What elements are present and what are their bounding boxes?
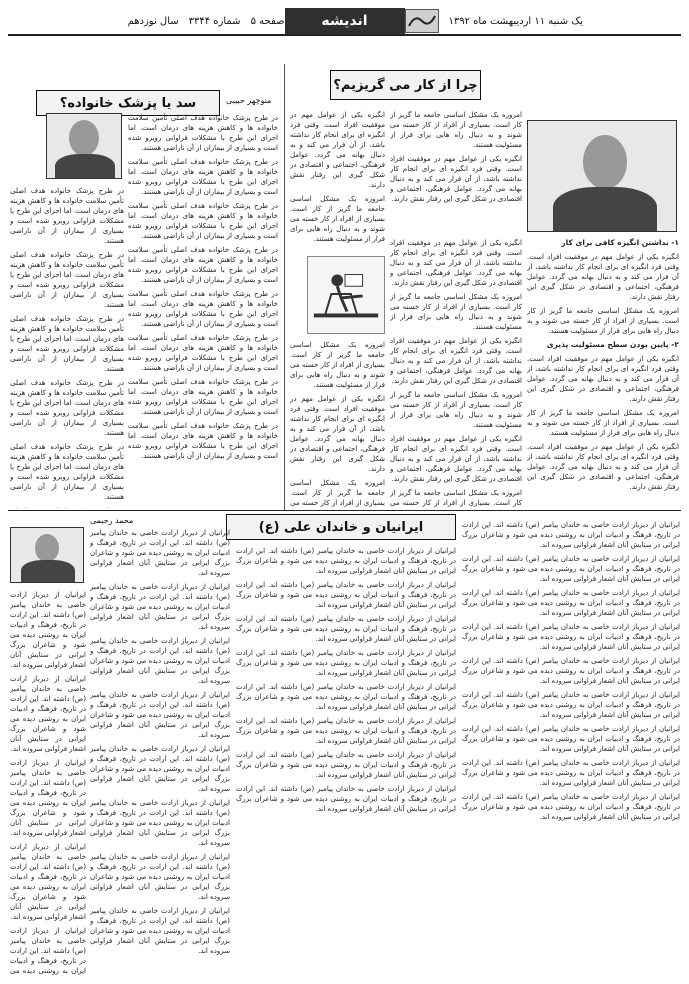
section-title: اندیشه [285, 8, 405, 34]
page-number: صفحه ۵ [250, 15, 285, 27]
relaxing-reader-illustration [307, 256, 385, 334]
masthead-right [405, 9, 682, 33]
article-lead-right: امروزه یک مشکل اساسی جامعه ما گریز از کار است. بسیاری از افراد از کار خسته می شوند و به دنبال راه هایی برای فرار از مسئولیت هستند. انگیزه یکی از عوامل مهم در موفقیت افراد است. وقتی فرد انگیزه ای برای انجام کار نداشته باشد، از آن فرار می کند و به دنبال بهانه می گردد. عوامل فرهنگی، اجتماعی و اقتصادی در شکل گیری این رفتار نقش دارند. [390, 111, 522, 203]
subhead-responsibility: ۲- پایین بودن سطح مسئولیت پذیری [546, 340, 679, 349]
newspaper-logo [405, 9, 439, 33]
article-author-bottom: محمد رحیمی [90, 516, 134, 525]
masthead-left [8, 16, 285, 27]
article-author-left: منوچهر حبیبی [226, 96, 272, 105]
issue-date: یک شنبه ۱۱ اردیبهشت ماه ۱۳۹۲ [448, 15, 583, 27]
author-photo-left [46, 113, 122, 179]
article-body-bottom-col4: ایرانیان از دیرباز ارادت خاصی به خاندان پیامبر (ص) داشته اند. این ارادت در تاریخ، فرهنگ و ادبیات ایران به روشنی دیده می شود و شاعران بزرگ ایرانی در ستایش آنان اشعار فراوانی سروده اند. ایرانیان از دیرباز ارادت خاصی به خاندان پیامبر (ص) داشته اند. این ارادت در تاریخ، فرهنگ و ادبیات ایران به روشنی دیده می شود و شاعران بزرگ ایرانی در ستایش آنان اشعار فراوانی سروده اند. ایرانیان از دیرباز ارادت خاصی به خاندان پیامبر (ص) داشته اند. این ارادت در تاریخ، فرهنگ و ادبیات ایران به روشنی دیده می شود و شاعران بزرگ ایرانی در ستایش آنان اشعار فراوانی سروده اند. ایرانیان از دیرباز ارادت خاصی به خاندان پیامبر (ص) داشته اند. این ارادت در تاریخ، فرهنگ و ادبیات ایران به روشنی دیده می شود و شاعران بزرگ ایرانی در ستایش آنان اشعار فراوانی سروده اند. ایرانیان از دیرباز ارادت خاصی به خاندان پیامبر (ص) داشته اند. این ارادت در تاریخ، فرهنگ و ادبیات ایران به روشنی دیده می [10, 591, 86, 975]
section-divider [8, 510, 681, 511]
article-title-left: سد یا پزشک خانواده؟ [36, 90, 220, 116]
issue-number: شماره ۳۳۴۴ [188, 15, 241, 27]
article-body-right-col1: ۱- نداشتن انگیزه کافی برای کار انگیزه یکی از عوامل مهم در موفقیت افراد است. وقتی فرد انگیزه ای برای انجام کار نداشته باشد، از آن فرار می کند و به دنبال بهانه می گردد. عوامل فرهنگی، اجتماعی و اقتصادی در شکل گیری این رفتار نقش دارند. امروزه یک مشکل اساسی جامعه ما گریز از کار است. بسیاری از افراد از کار خسته می شوند و به دنبال راه هایی برای فرار از مسئولیت هستند. ۲- پایین بودن سطح مسئولیت پذیری انگیزه یکی از عوامل مهم در موفقیت افراد است. وقتی فرد انگیزه ای برای انجام کار نداشته باشد، از آن فرار می کند و به دنبال بهانه می گردد. عوامل فرهنگی، اجتماعی و اقتصادی در شکل گیری این رفتار نقش دارند. امروزه یک مشکل اساسی جامعه ما گریز از کار است. بسیاری از افراد از کار خسته می شوند و به دنبال راه هایی برای فرار از مسئولیت هستند. انگیزه یکی از عوامل مهم در موفقیت افراد است. وقتی فرد انگیزه ای برای انجام کار نداشته باشد، از آن فرار می کند و به دنبال بهانه می گردد. عوامل فرهنگی، اجتماعی و اقتصادی در شکل گیری این رفتار نقش دارند. [527, 238, 679, 491]
article-title-bottom: ایرانیان و خاندان علی (ع) [226, 514, 456, 540]
subhead-motivation: ۱- نداشتن انگیزه کافی برای کار [561, 238, 679, 247]
article-body-right-col2: انگیزه یکی از عوامل مهم در موفقیت افراد است. وقتی فرد انگیزه ای برای انجام کار نداشته باشد، از آن فرار می کند و به دنبال بهانه می گردد. عوامل فرهنگی، اجتماعی و اقتصادی در شکل گیری این رفتار نقش دارند. امروزه یک مشکل اساسی جامعه ما گریز از کار است. بسیاری از افراد از کار خسته می شوند و به دنبال راه هایی برای فرار از مسئولیت هستند. انگیزه یکی از عوامل مهم در موفقیت افراد است. وقتی فرد انگیزه ای برای انجام کار نداشته باشد، از آن فرار می کند و به دنبال بهانه می گردد. عوامل فرهنگی، اجتماعی و اقتصادی در شکل گیری این رفتار نقش دارند. امروزه یک مشکل اساسی جامعه ما گریز از کار است. بسیاری از افراد از کار خسته می شوند و به دنبال راه هایی برای فرار از مسئولیت هستند. انگیزه یکی از عوامل مهم در موفقیت افراد است. وقتی فرد انگیزه ای برای انجام کار نداشته باشد، از آن فرار می کند و به دنبال بهانه می گردد. عوامل فرهنگی، اجتماعی و اقتصادی در شکل گیری این رفتار نقش دارند. امروزه یک مشکل اساسی جامعه ما گریز از کار است. بسیاری از افراد از کار خسته می [390, 239, 522, 507]
article-body-right-col4: امروزه یک مشکل اساسی جامعه ما گریز از کار است. بسیاری از افراد از کار خسته می شوند و به دنبال راه هایی برای فرار از مسئولیت هستند. انگیزه یکی از عوامل مهم در موفقیت افراد است. وقتی فرد انگیزه ای برای انجام کار نداشته باشد، از آن فرار می کند و به دنبال بهانه می گردد. عوامل فرهنگی، اجتماعی و اقتصادی در شکل گیری این رفتار نقش دارند. امروزه یک مشکل اساسی جامعه ما گریز از کار است. بسیاری از افراد از کار خسته می [290, 341, 385, 507]
article-body-left-col2: در طرح پزشک خانواده هدف اصلی تأمین سلامت خانواده ها و کاهش هزینه های درمان است. اما اجرای این طرح با مشکلات فراوانی روبرو شده است و بسیاری از بیماران از آن ناراضی هستند. در طرح پزشک خانواده هدف اصلی تأمین سلامت خانواده ها و کاهش هزینه های درمان است. اما اجرای این طرح با مشکلات فراوانی روبرو شده است و بسیاری از بیماران از آن ناراضی هستند. در طرح پزشک خانواده هدف اصلی تأمین سلامت خانواده ها و کاهش هزینه های درمان است. اما اجرای این طرح با مشکلات فراوانی روبرو شده است و بسیاری از بیماران از آن ناراضی هستند. در طرح پزشک خانواده هدف اصلی تأمین سلامت خانواده ها و کاهش هزینه های درمان است. اما اجرای این طرح با مشکلات فراوانی روبرو شده است و بسیاری از بیماران از آن ناراضی هستند. در طرح پزشک خانواده هدف اصلی تأمین سلامت خانواده ها و کاهش هزینه های درمان است. اما اجرای این طرح با مشکلات فراوانی روبرو شده است و بسیاری از بیماران از آن ناراضی هستند. [10, 187, 124, 501]
article-body-bottom-col2: ایرانیان از دیرباز ارادت خاصی به خاندان پیامبر (ص) داشته اند. این ارادت در تاریخ، فرهنگ و ادبیات ایران به روشنی دیده می شود و شاعران بزرگ ایرانی در ستایش آنان اشعار فراوانی سروده اند. ایرانیان از دیرباز ارادت خاصی به خاندان پیامبر (ص) داشته اند. این ارادت در تاریخ، فرهنگ و ادبیات ایران به روشنی دیده می شود و شاعران بزرگ ایرانی در ستایش آنان اشعار فراوانی سروده اند. ایرانیان از دیرباز ارادت خاصی به خاندان پیامبر (ص) داشته اند. این ارادت در تاریخ، فرهنگ و ادبیات ایران به روشنی دیده می شود و شاعران بزرگ ایرانی در ستایش آنان اشعار فراوانی سروده اند. ایرانیان از دیرباز ارادت خاصی به خاندان پیامبر (ص) داشته اند. این ارادت در تاریخ، فرهنگ و ادبیات ایران به روشنی دیده می شود و شاعران بزرگ ایرانی در ستایش آنان اشعار فراوانی سروده اند. ایرانیان از دیرباز ارادت خاصی به خاندان پیامبر (ص) داشته اند. این ارادت در تاریخ، فرهنگ و ادبیات ایران به روشنی دیده می شود و شاعران بزرگ ایرانی در ستایش آنان اشعار فراوانی سروده اند. ایرانیان از دیرباز ارادت خاصی به خاندان پیامبر (ص) داشته اند. این ارادت در تاریخ، فرهنگ و ادبیات ایران به روشنی دیده می شود و شاعران بزرگ ایرانی در ستایش آنان اشعار فراوانی سروده اند. ایرانیان از دیرباز ارادت خاصی به خاندان پیامبر (ص) داشته اند. این ارادت در تاریخ، فرهنگ و ادبیات ایران به روشنی دیده می شود و شاعران بزرگ ایرانی در ستایش آنان اشعار فراوانی سروده اند. ایرانیان از دیرباز ارادت خاصی به خاندان پیامبر (ص) داشته اند. این ارادت در تاریخ، فرهنگ و ادبیات ایران به روشنی دیده می شود و شاعران بزرگ ایرانی در ستایش آنان اشعار فراوانی سروده اند. [236, 547, 456, 813]
article-body-right-col3: انگیزه یکی از عوامل مهم در موفقیت افراد است. وقتی فرد انگیزه ای برای انجام کار نداشته باشد، از آن فرار می کند و به دنبال بهانه می گردد. عوامل فرهنگی، اجتماعی و اقتصادی در شکل گیری این رفتار نقش دارند. امروزه یک مشکل اساسی جامعه ما گریز از کار است. بسیاری از افراد از کار خسته می شوند و به دنبال راه هایی برای فرار از مسئولیت هستند. [290, 111, 385, 243]
author-photo-bottom [10, 527, 84, 583]
author-photo-right [527, 120, 677, 232]
year-label: سال نوزدهم [127, 15, 179, 27]
article-body-left-col1: در طرح پزشک خانواده هدف اصلی تأمین سلامت خانواده ها و کاهش هزینه های درمان است. اما اجرای این طرح با مشکلات فراوانی روبرو شده است و بسیاری از بیماران از آن ناراضی هستند. در طرح پزشک خانواده هدف اصلی تأمین سلامت خانواده ها و کاهش هزینه های درمان است. اما اجرای این طرح با مشکلات فراوانی روبرو شده است و بسیاری از بیماران از آن ناراضی هستند. در طرح پزشک خانواده هدف اصلی تأمین سلامت خانواده ها و کاهش هزینه های درمان است. اما اجرای این طرح با مشکلات فراوانی روبرو شده است و بسیاری از بیماران از آن ناراضی هستند. در طرح پزشک خانواده هدف اصلی تأمین سلامت خانواده ها و کاهش هزینه های درمان است. اما اجرای این طرح با مشکلات فراوانی روبرو شده است و بسیاری از بیماران از آن ناراضی هستند. در طرح پزشک خانواده هدف اصلی تأمین سلامت خانواده ها و کاهش هزینه های درمان است. اما اجرای این طرح با مشکلات فراوانی روبرو شده است و بسیاری از بیماران از آن ناراضی هستند. در طرح پزشک خانواده هدف اصلی تأمین سلامت خانواده ها و کاهش هزینه های درمان است. اما اجرای این طرح با مشکلات فراوانی روبرو شده است و بسیاری از بیماران از آن ناراضی هستند. در طرح پزشک خانواده هدف اصلی تأمین سلامت خانواده ها و کاهش هزینه های درمان است. اما اجرای این طرح با مشکلات فراوانی روبرو شده است و بسیاری از بیماران از آن ناراضی هستند. در طرح پزشک خانواده هدف اصلی تأمین سلامت خانواده ها و کاهش هزینه های درمان است. اما اجرای این طرح با مشکلات فراوانی روبرو شده است و بسیاری از بیماران از آن ناراضی هستند. [128, 114, 278, 460]
article-body-bottom-col1: ایرانیان از دیرباز ارادت خاصی به خاندان پیامبر (ص) داشته اند. این ارادت در تاریخ، فرهنگ و ادبیات ایران به روشنی دیده می شود و شاعران بزرگ ایرانی در ستایش آنان اشعار فراوانی سروده اند. ایرانیان از دیرباز ارادت خاصی به خاندان پیامبر (ص) داشته اند. این ارادت در تاریخ، فرهنگ و ادبیات ایران به روشنی دیده می شود و شاعران بزرگ ایرانی در ستایش آنان اشعار فراوانی سروده اند. ایرانیان از دیرباز ارادت خاصی به خاندان پیامبر (ص) داشته اند. این ارادت در تاریخ، فرهنگ و ادبیات ایران به روشنی دیده می شود و شاعران بزرگ ایرانی در ستایش آنان اشعار فراوانی سروده اند. ایرانیان از دیرباز ارادت خاصی به خاندان پیامبر (ص) داشته اند. این ارادت در تاریخ، فرهنگ و ادبیات ایران به روشنی دیده می شود و شاعران بزرگ ایرانی در ستایش آنان اشعار فراوانی سروده اند. ایرانیان از دیرباز ارادت خاصی به خاندان پیامبر (ص) داشته اند. این ارادت در تاریخ، فرهنگ و ادبیات ایران به روشنی دیده می شود و شاعران بزرگ ایرانی در ستایش آنان اشعار فراوانی سروده اند. ایرانیان از دیرباز ارادت خاصی به خاندان پیامبر (ص) داشته اند. این ارادت در تاریخ، فرهنگ و ادبیات ایران به روشنی دیده می شود و شاعران بزرگ ایرانی در ستایش آنان اشعار فراوانی سروده اند. ایرانیان از دیرباز ارادت خاصی به خاندان پیامبر (ص) داشته اند. این ارادت در تاریخ، فرهنگ و ادبیات ایران به روشنی دیده می شود و شاعران بزرگ ایرانی در ستایش آنان اشعار فراوانی سروده اند. ایرانیان از دیرباز ارادت خاصی به خاندان پیامبر (ص) داشته اند. این ارادت در تاریخ، فرهنگ و ادبیات ایران به روشنی دیده می شود و شاعران بزرگ ایرانی در ستایش آنان اشعار فراوانی سروده اند. ایرانیان از دیرباز ارادت خاصی به خاندان پیامبر (ص) داشته اند. این ارادت در تاریخ، فرهنگ و ادبیات ایران به روشنی دیده می شود و شاعران بزرگ ایرانی در ستایش آنان اشعار فراوانی سروده اند. [462, 521, 680, 821]
article-title-right: چرا از کار می گریزیم؟ [330, 70, 481, 100]
masthead [8, 8, 681, 36]
column-divider [284, 64, 285, 510]
article-body-bottom-col3: ایرانیان از دیرباز ارادت خاصی به خاندان پیامبر (ص) داشته اند. این ارادت در تاریخ، فرهنگ و ادبیات ایران به روشنی دیده می شود و شاعران بزرگ ایرانی در ستایش آنان اشعار فراوانی سروده اند. ایرانیان از دیرباز ارادت خاصی به خاندان پیامبر (ص) داشته اند. این ارادت در تاریخ، فرهنگ و ادبیات ایران به روشنی دیده می شود و شاعران بزرگ ایرانی در ستایش آنان اشعار فراوانی سروده اند. ایرانیان از دیرباز ارادت خاصی به خاندان پیامبر (ص) داشته اند. این ارادت در تاریخ، فرهنگ و ادبیات ایران به روشنی دیده می شود و شاعران بزرگ ایرانی در ستایش آنان اشعار فراوانی سروده اند. ایرانیان از دیرباز ارادت خاصی به خاندان پیامبر (ص) داشته اند. این ارادت در تاریخ، فرهنگ و ادبیات ایران به روشنی دیده می شود و شاعران بزرگ ایرانی در ستایش آنان اشعار فراوانی سروده اند. ایرانیان از دیرباز ارادت خاصی به خاندان پیامبر (ص) داشته اند. این ارادت در تاریخ، فرهنگ و ادبیات ایران به روشنی دیده می شود و شاعران بزرگ ایرانی در ستایش آنان اشعار فراوانی سروده اند. ایرانیان از دیرباز ارادت خاصی به خاندان پیامبر (ص) داشته اند. این ارادت در تاریخ، فرهنگ و ادبیات ایران به روشنی دیده می شود و شاعران بزرگ ایرانی در ستایش آنان اشعار فراوانی سروده اند. ایرانیان از دیرباز ارادت خاصی به خاندان پیامبر (ص) داشته اند. این ارادت در تاریخ، فرهنگ و ادبیات ایران به روشنی دیده می شود و شاعران بزرگ ایرانی در ستایش آنان اشعار فراوانی سروده اند. ایرانیان از دیرباز ارادت خاصی به خاندان پیامبر (ص) داشته اند. این ارادت در تاریخ، فرهنگ و ادبیات ایران به روشنی دیده می شود و شاعران بزرگ ایرانی در ستایش آنان اشعار فراوانی سروده اند. [90, 529, 230, 955]
